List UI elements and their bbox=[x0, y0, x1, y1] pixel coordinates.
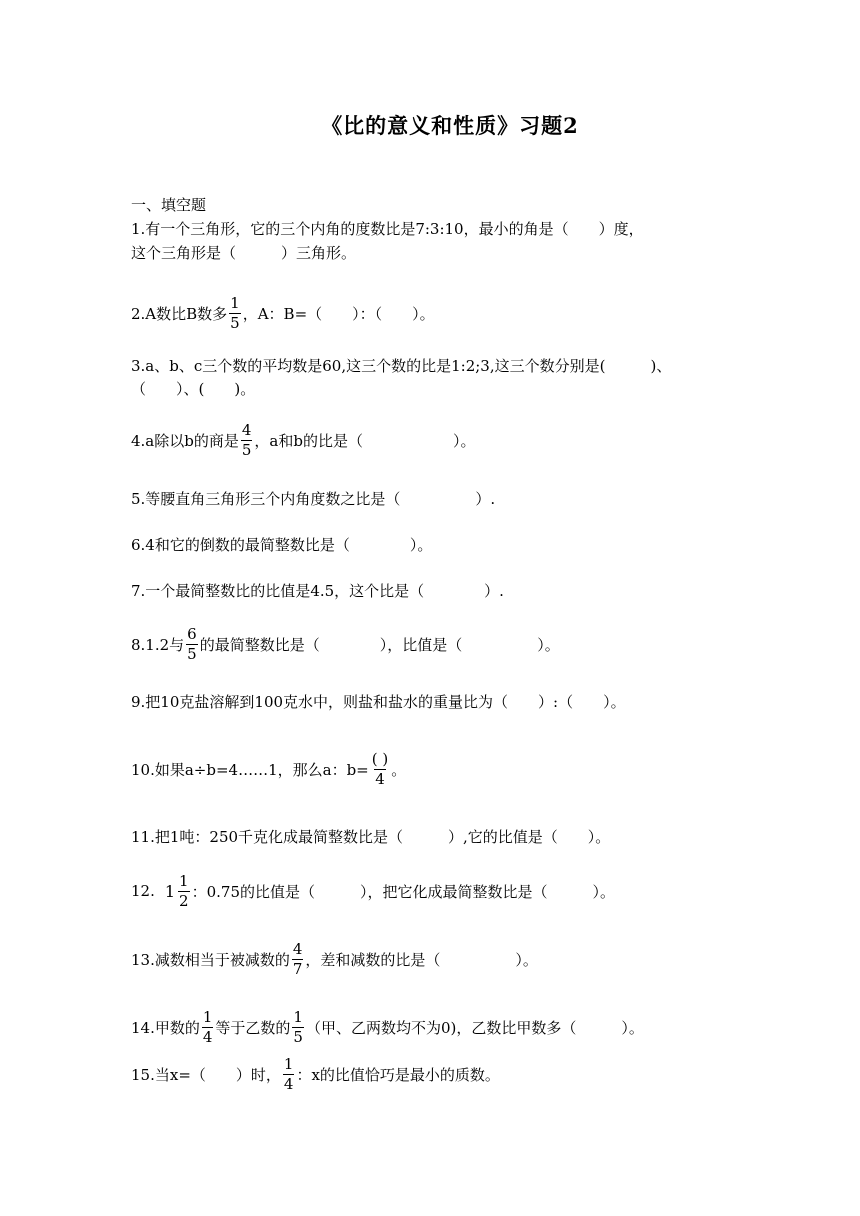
question-6: 6.4和它的倒数的最简整数比是（ ）。 bbox=[131, 535, 433, 554]
question-13: 13.减数相当于被减数的 $\frac{4}{7}$ ，差和减数的比是（ ）。 bbox=[131, 939, 538, 978]
question-8: 8.1.2与 $\frac{6}{5}$ 的最简整数比是（ ），比值是（ ）。 bbox=[131, 624, 560, 663]
fraction: $\frac{( )}{4}$ bbox=[371, 749, 389, 788]
question-4: 4.a除以b的商是 $\frac{4}{5}$ ，a和b的比是（ ）。 bbox=[131, 420, 476, 459]
question-7: 7.一个最简整数比的比值是4.5，这个比是（ ）. bbox=[131, 581, 504, 600]
fraction: $\frac{1}{4}$ bbox=[283, 1054, 294, 1093]
question-2-text: 2.A数比B数多 bbox=[131, 304, 228, 323]
question-2 bbox=[131, 293, 435, 333]
question-3-line-2: （ ）、( )。 bbox=[131, 379, 256, 398]
question-14: 14.甲数的 $\frac{1}{4}$ 等于乙数的 $\frac{1}{5}$ （甲、乙两数均不为0)，乙数比甲数多（ ）。 bbox=[131, 1007, 644, 1046]
page-title: 《比的意义和性质》习题2 bbox=[321, 113, 579, 138]
question-12: 12. 1 $\frac{1}{2}$ ：0.75的比值是（ ），把它化成最简整数比是（ ）。 bbox=[131, 871, 615, 910]
question-3-line-1: 3.a、b、c三个数的平均数是60,这三个数的比是1:2;3,这三个数分别是( )、 bbox=[131, 356, 672, 375]
fraction: $\frac{4}{5}$ bbox=[241, 420, 252, 459]
question-1-line-2: 这个三角形是（ ）三角形。 bbox=[131, 243, 357, 262]
mixed-number: 1 $\frac{1}{2}$ bbox=[164, 871, 189, 910]
question-9: 9.把10克盐溶解到100克水中，则盐和盐水的重量比为（ ）:（ ）。 bbox=[131, 692, 626, 711]
fraction: $\frac{1}{5}$ bbox=[230, 293, 240, 332]
section-heading: 一、填空题 bbox=[131, 195, 207, 214]
question-11: 11.把1吨：250千克化成最简整数比是（ ）,它的比值是（ ）。 bbox=[131, 827, 611, 846]
question-1-line-1: 1.有一个三角形，它的三个内角的度数比是7:3:10，最小的角是（ ）度， bbox=[131, 219, 644, 238]
question-2-text-after: ，A：B=（ ）：（ ）。 bbox=[242, 304, 435, 323]
question-5: 5.等腰直角三角形三个内角度数之比是（ ）. bbox=[131, 489, 496, 508]
question-10: 10.如果a÷b=4……1，那么a：b= $\frac{( )}{4}$ 。 bbox=[131, 749, 407, 788]
fraction: $\frac{1}{4}$ bbox=[202, 1007, 213, 1046]
question-15: 15.当x=（ ）时， $\frac{1}{4}$ ：x的比值恰巧是最小的质数。 bbox=[131, 1054, 500, 1093]
fraction: $\frac{4}{7}$ bbox=[292, 939, 303, 978]
fraction: $\frac{6}{5}$ bbox=[187, 624, 197, 663]
fraction: $\frac{1}{5}$ bbox=[293, 1007, 303, 1046]
